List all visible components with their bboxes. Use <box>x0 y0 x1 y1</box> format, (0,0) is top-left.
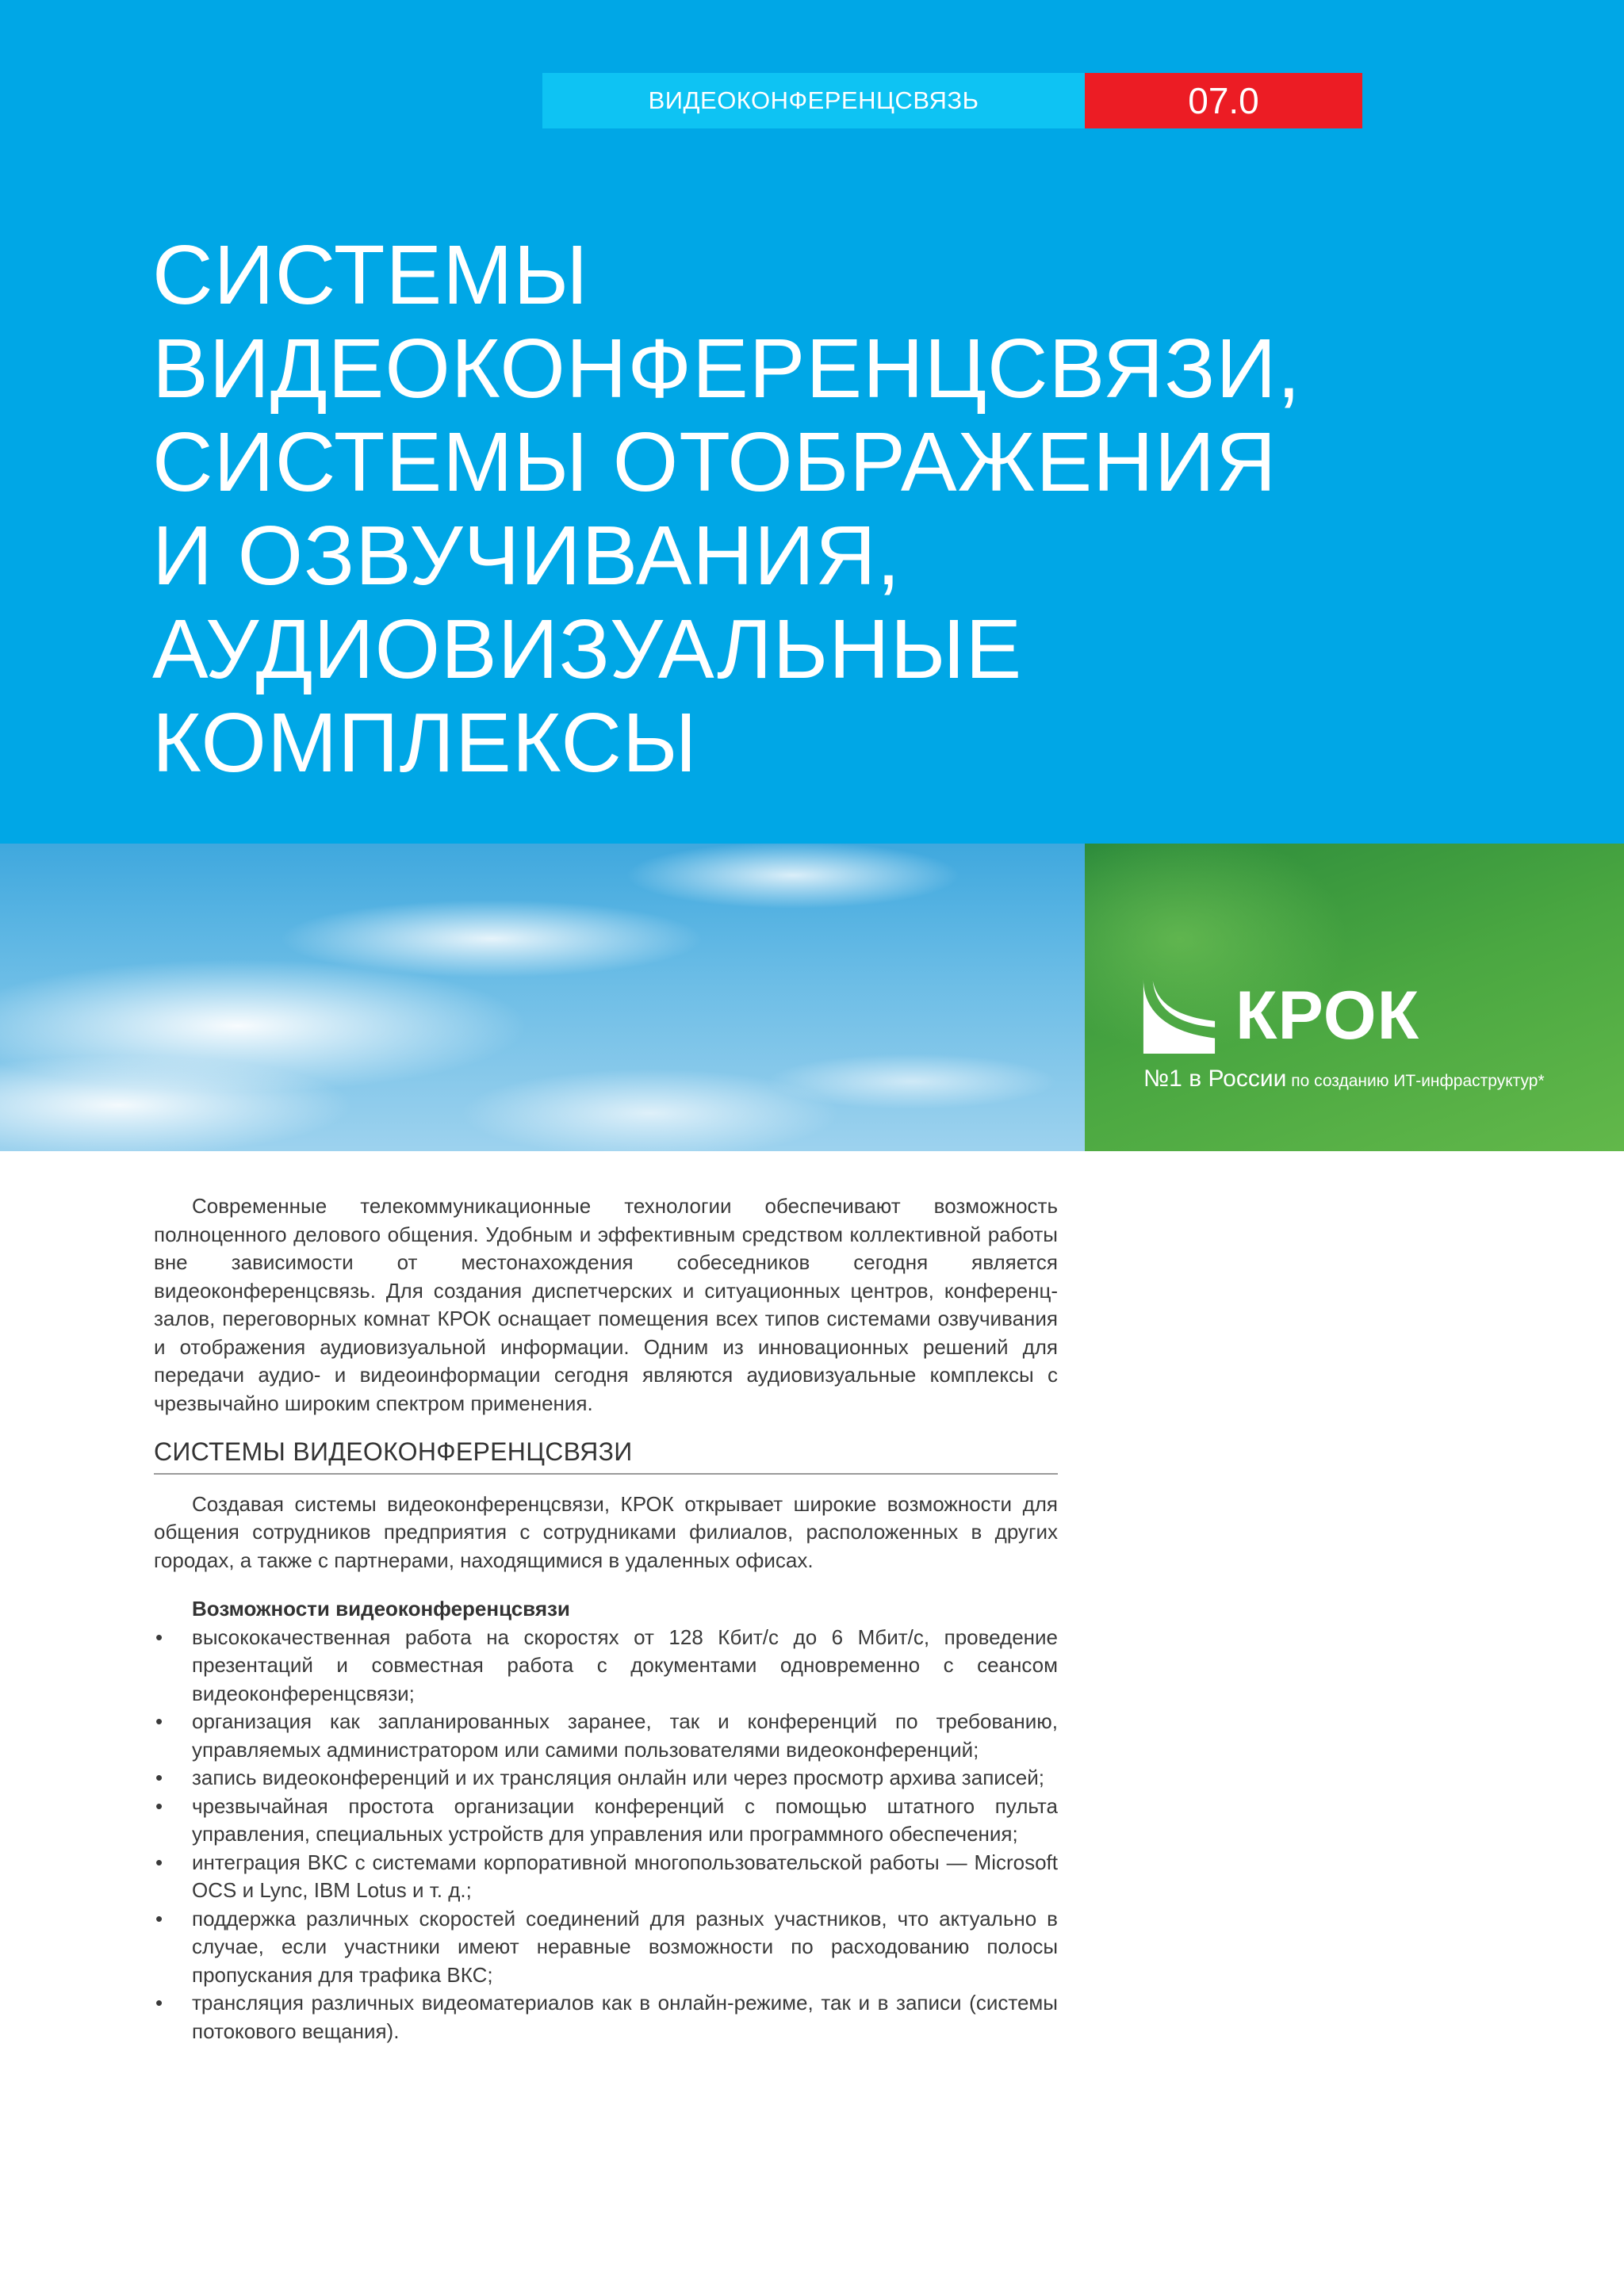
krok-logo-icon <box>1140 978 1218 1055</box>
slogan-main: №1 в России <box>1143 1066 1287 1092</box>
brand-slogan <box>1143 1066 1545 1093</box>
title-line: И ОЗВУЧИВАНИЯ, <box>152 509 902 603</box>
title-line: КОМПЛЕКСЫ <box>152 696 698 790</box>
title-line: СИСТЕМЫ ОТОБРАЖЕНИЯ <box>152 415 1277 509</box>
section-heading: СИСТЕМЫ ВИДЕОКОНФЕРЕНЦСВЯЗИ <box>154 1438 1058 1475</box>
header-banner <box>0 0 1624 844</box>
list-item: • запись видеоконференций и их трансляция онлайн или через просмотр архива записей; <box>154 1764 1058 1793</box>
list-item: • интеграция ВКС с системами корпоративной многопользовательской работы — Microsoft OCS и Lync, IBM Lotus и т. д.; <box>154 1849 1058 1905</box>
list-item: • организация как запланированных заранее, так и конференций по требованию, управляемых администратором или самими пользователями видеоконференций; <box>154 1708 1058 1764</box>
krok-logo <box>1140 977 1419 1055</box>
section-paragraph: Создавая системы видеоконференцсвязи, КРОК открывает широкие возможности для общения сотрудников предприятия с сотрудниками филиалов, расположенных в других городах, а также с партнерами, находящимися в удаленных офисах. <box>154 1491 1058 1572</box>
title-line: ВИДЕОКОНФЕРЕНЦСВЯЗИ, <box>152 322 1301 415</box>
sky-photo <box>0 844 1085 1151</box>
list-item: • трансляция различных видеоматериалов как в онлайн-режиме, так и в записи (системы потокового вещания). <box>154 1989 1058 2045</box>
section-tag: ВИДЕОКОНФЕРЕНЦСВЯЗЬ <box>542 73 1085 128</box>
page-title <box>152 228 1301 790</box>
features-list <box>154 1624 1058 2046</box>
list-item: • поддержка различных скоростей соединений для разных участников, что актуально в случае, если участники имеют неравные возможности по расходованию полосы пропускания для трафика ВКС; <box>154 1905 1058 1990</box>
intro-paragraph: Современные телекоммуникационные технологии обеспечивают возможность полноценного делового общения. Удобным и эффективным средством коллективной работы вне зависимости от местонахождения собеседников сегодня является видеоконференцсвязь. Для создания диспетчерских и ситуационных центров, конференц-залов, переговорных комнат КРОК оснащает помещения всех типов системами озвучивания и отображения аудиовизуальной информации. Одним из инновационных решений для передачи аудио- и видеоинформации сегодня являются аудиовизуальные комплексы с чрезвычайно широким спектром применения. <box>154 1194 1058 1415</box>
list-item: • чрезвычайная простота организации конференций с помощью штатного пульта управления, специальных устройств для управления или программного обеспечения; <box>154 1793 1058 1849</box>
article-body <box>154 1192 1058 2045</box>
brand-panel <box>1085 844 1624 1151</box>
list-item: • высококачественная работа на скоростях от 128 Кбит/с до 6 Мбит/с, проведение презентаций и совместная работа с документами одновременно с сеансом видеоконференцсвязи; <box>154 1624 1058 1709</box>
slogan-rest: по созданию ИТ-инфраструктур* <box>1286 1072 1545 1090</box>
logo-wordmark: КРОК <box>1235 978 1420 1054</box>
title-line: АУДИОВИЗУАЛЬНЫЕ <box>152 603 1023 696</box>
features-heading: Возможности видеоконференцсвязи <box>192 1597 570 1621</box>
title-line: СИСТЕМЫ <box>152 228 589 322</box>
section-number: 07.0 <box>1085 73 1362 128</box>
